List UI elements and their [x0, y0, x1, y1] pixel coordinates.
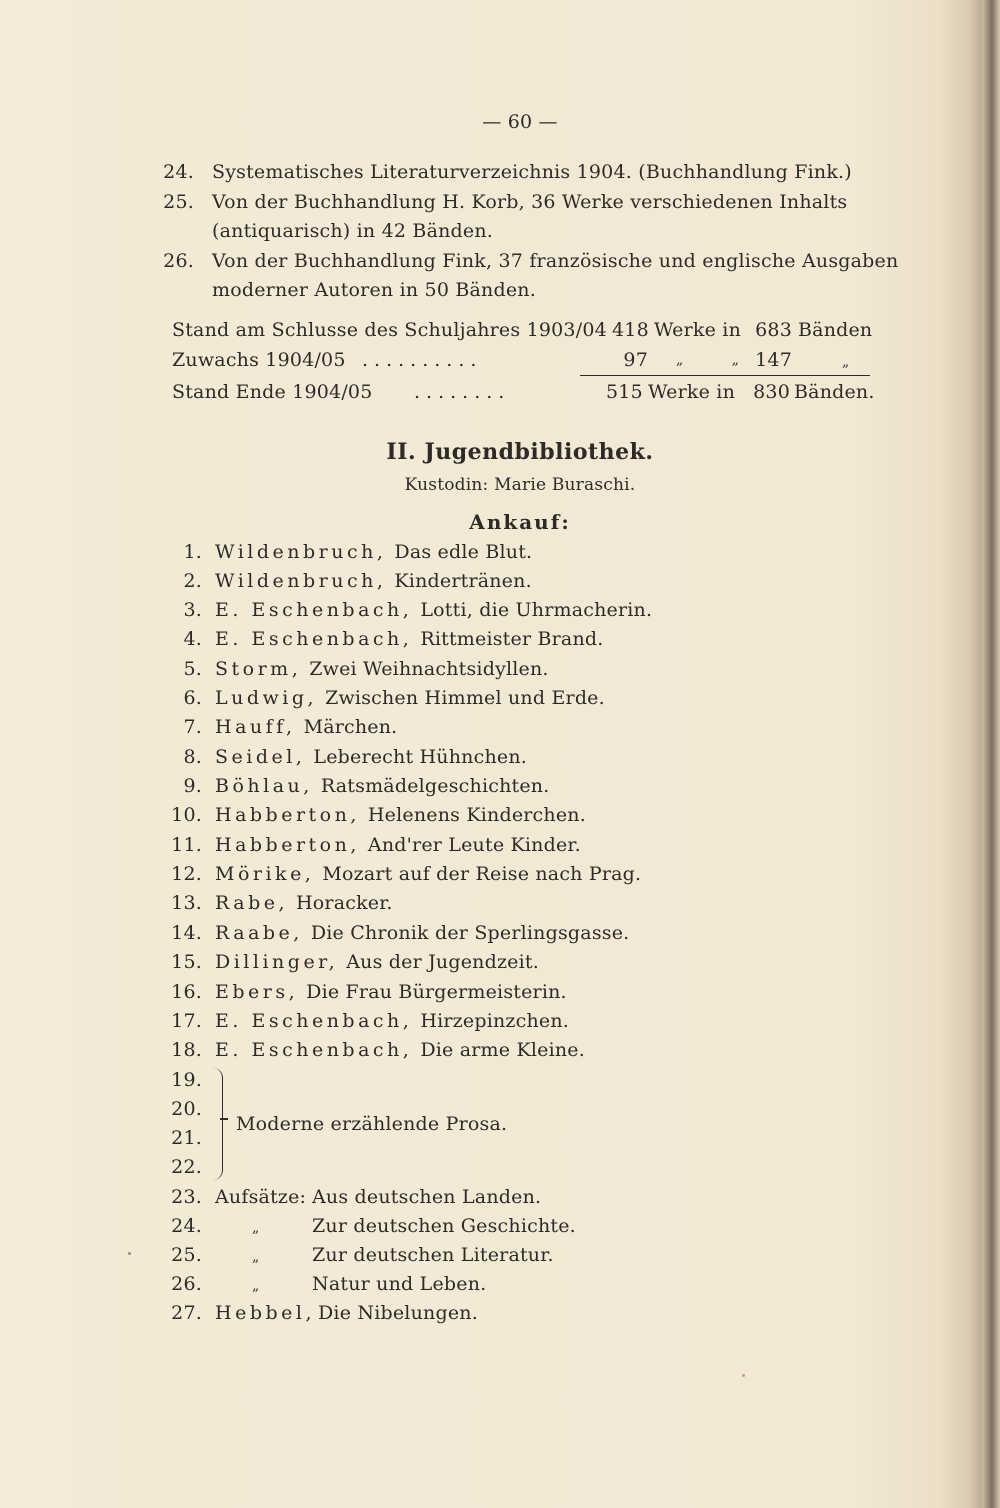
list1-line: Systematisches Literaturverzeichnis 1904. (Buchhandlung Fink.)	[212, 161, 852, 183]
list2-title: Lotti, die Uhrmacherin.	[420, 599, 653, 621]
list2-entry	[215, 627, 604, 651]
list2-num: 3.	[183, 599, 202, 621]
list2-num: 16.	[171, 981, 202, 1003]
page-number: — 60 —	[482, 111, 558, 133]
bracket-num: 20.	[171, 1098, 202, 1120]
list2-num: 14.	[171, 922, 202, 944]
list2-num: 24.	[171, 1215, 202, 1237]
list2-num: 5.	[183, 658, 202, 680]
list2-title: Mozart auf der Reise nach Prag.	[322, 863, 642, 885]
list2-entry	[215, 803, 586, 827]
list2-num: 23.	[171, 1186, 202, 1208]
stand-baende-word: „	[842, 354, 850, 370]
stand-werke: 515	[606, 381, 643, 403]
list2-author: Wildenbruch,	[215, 541, 387, 563]
list2-author: E. Eschenbach,	[215, 1039, 413, 1061]
list1-num: 25.	[163, 191, 194, 213]
stand-label: Zuwachs 1904/05	[172, 349, 346, 371]
list2-author: Storm,	[215, 658, 302, 680]
sum-rule	[580, 375, 870, 376]
bracket-num: 22.	[171, 1156, 202, 1178]
stand-baende: 830	[753, 381, 790, 403]
list2-title: Das edle Blut.	[394, 541, 533, 563]
curly-brace-tip	[220, 1118, 228, 1120]
list2-entry	[215, 598, 652, 622]
list1-line: moderner Autoren in 50 Bänden.	[212, 279, 536, 301]
list2-num: 4.	[183, 628, 202, 650]
stand-baende: 147	[755, 349, 792, 371]
list2-num: 6.	[183, 687, 202, 709]
list2-author: Hauff,	[215, 716, 296, 738]
stand-label: Stand Ende 1904/05	[172, 381, 373, 403]
stand-label: Stand am Schlusse des Schuljahres 1903/04	[172, 319, 607, 341]
list2-entry	[215, 1038, 585, 1062]
aufsatz-prefix: „	[252, 1278, 260, 1294]
bracket-num: 21.	[171, 1127, 202, 1149]
list2-entry	[215, 921, 629, 945]
stand-baende-word: Bänden.	[794, 381, 875, 403]
list2-author: Seidel,	[215, 746, 306, 768]
list2-author: Ebers,	[215, 981, 299, 1003]
list1-line: Von der Buchhandlung Fink, 37 französische und englische Ausgaben	[212, 250, 899, 272]
stand-dots: ........	[414, 381, 511, 403]
list2-entry	[215, 862, 641, 886]
list2-num: 27.	[171, 1302, 202, 1324]
list2-title: Märchen.	[303, 716, 398, 738]
list2-author: Raabe,	[215, 922, 303, 944]
list2-entry	[215, 950, 539, 974]
ankauf-heading: Ankauf:	[469, 510, 571, 534]
list2-title: Zwischen Himmel und Erde.	[325, 687, 605, 709]
list2-title: Kindertränen.	[394, 570, 532, 592]
list2-title: Zwei Weihnachtsidyllen.	[309, 658, 549, 680]
list2-title: Aus der Jugendzeit.	[346, 951, 539, 973]
stand-werke-word: Werke in	[654, 319, 742, 341]
aufsatz-prefix: „	[252, 1220, 260, 1236]
list2-num: 15.	[171, 951, 202, 973]
list2-title: Helenens Kinderchen.	[367, 804, 586, 826]
list2-entry	[215, 980, 567, 1004]
list2-title: Die Nibelungen.	[318, 1302, 478, 1324]
list2-entry	[215, 1009, 569, 1033]
list2-entry	[215, 891, 393, 915]
bracket-label: Moderne erzählende Prosa.	[236, 1113, 508, 1135]
list2-author: Rabe,	[215, 892, 289, 914]
stand-werke-word: „ „	[676, 352, 761, 368]
stand-baende-word: Bänden	[798, 319, 873, 341]
bracket-num: 19.	[171, 1069, 202, 1091]
list2-author: Habberton,	[215, 804, 360, 826]
list2-num: 25.	[171, 1244, 202, 1266]
stand-werke: 97	[623, 349, 648, 371]
list1-line: Von der Buchhandlung H. Korb, 36 Werke verschiedenen Inhalts	[212, 191, 848, 213]
list2-entry	[215, 657, 549, 681]
list2-num: 17.	[171, 1010, 202, 1032]
list2-author: Mörike,	[215, 863, 315, 885]
list2-entry	[215, 774, 549, 798]
list2-title: Ratsmädelgeschichten.	[320, 775, 550, 797]
page-edge-shadow	[982, 0, 1000, 1508]
stand-dots: ..........	[362, 349, 483, 371]
list2-num: 10.	[171, 804, 202, 826]
list2-num: 1.	[183, 541, 202, 563]
paper-speck	[742, 1374, 745, 1377]
kustodin: Kustodin: Marie Buraschi.	[404, 475, 636, 495]
aufsatz-title: Natur und Leben.	[312, 1273, 487, 1295]
stand-baende: 683	[755, 319, 792, 341]
list2-author: Dillinger,	[215, 951, 339, 973]
list1-line: (antiquarisch) in 42 Bänden.	[212, 220, 494, 242]
list2-author: E. Eschenbach,	[215, 599, 413, 621]
list2-author: Ludwig,	[215, 687, 318, 709]
list2-num: 26.	[171, 1273, 202, 1295]
list1-num: 24.	[163, 161, 194, 183]
list2-entry	[215, 686, 605, 710]
list2-num: 11.	[171, 834, 202, 856]
list2-title: Hirzepinzchen.	[420, 1010, 570, 1032]
list2-title: Horacker.	[296, 892, 393, 914]
list2-title: And'rer Leute Kinder.	[367, 834, 581, 856]
list2-entry	[215, 540, 532, 564]
list2-title: Die Frau Bürgermeisterin.	[306, 981, 567, 1003]
aufsatz-prefix: Aufsätze:	[215, 1186, 307, 1208]
list2-author: Hebbel,	[215, 1302, 315, 1324]
aufsatz-title: Aus deutschen Landen.	[312, 1186, 542, 1208]
list2-title: Die Chronik der Sperlingsgasse.	[310, 922, 630, 944]
list2-num: 9.	[183, 775, 202, 797]
list2-num: 12.	[171, 863, 202, 885]
list2-num: 2.	[183, 570, 202, 592]
list2-author: Wildenbruch,	[215, 570, 387, 592]
list2-entry	[215, 569, 532, 593]
list2-num: 7.	[183, 716, 202, 738]
list2-num: 13.	[171, 892, 202, 914]
curly-brace	[212, 1068, 223, 1180]
stand-werke: 418	[612, 319, 649, 341]
list1-num: 26.	[163, 250, 194, 272]
list2-author: E. Eschenbach,	[215, 628, 413, 650]
stand-werke-word: Werke in	[648, 381, 736, 403]
list2-title: Die arme Kleine.	[420, 1039, 585, 1061]
list2-title: Rittmeister Brand.	[420, 628, 604, 650]
list2-entry	[215, 715, 397, 739]
list2-num: 18.	[171, 1039, 202, 1061]
aufsatz-prefix: „	[252, 1249, 260, 1265]
list2-author: E. Eschenbach,	[215, 1010, 413, 1032]
list2-author: Böhlau,	[215, 775, 313, 797]
list2-num: 8.	[183, 746, 202, 768]
list2-entry	[215, 833, 581, 857]
list2-entry	[215, 745, 527, 769]
list2-title: Leberecht Hühnchen.	[313, 746, 528, 768]
paper-speck	[128, 1252, 131, 1255]
list2-author: Habberton,	[215, 834, 360, 856]
section-title: II. Jugendbibliothek.	[386, 439, 654, 465]
aufsatz-title: Zur deutschen Geschichte.	[312, 1215, 576, 1237]
aufsatz-title: Zur deutschen Literatur.	[312, 1244, 554, 1266]
